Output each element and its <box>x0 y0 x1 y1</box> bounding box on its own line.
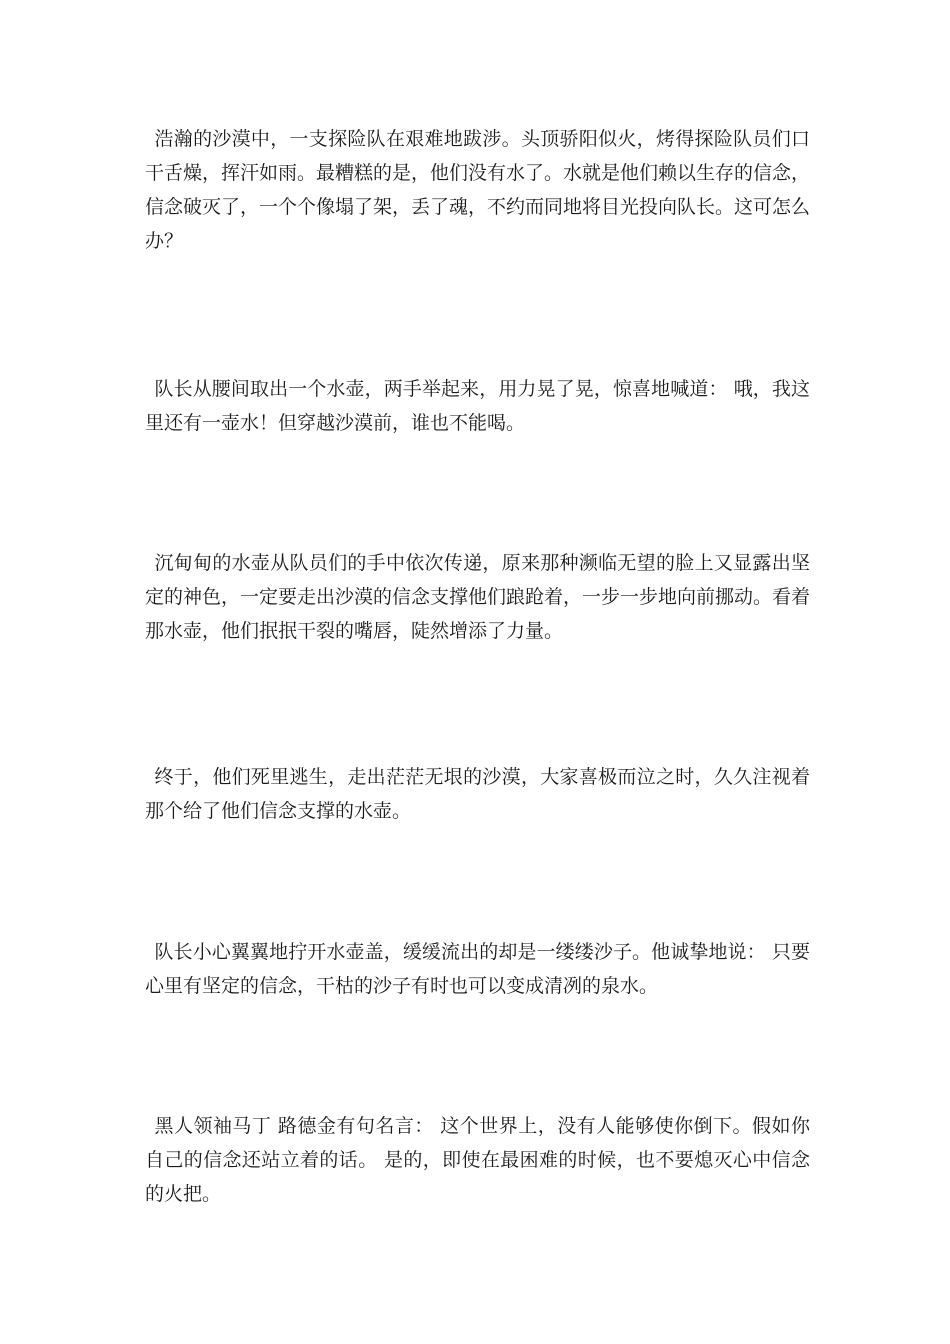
paragraph-3: 沉甸甸的水壶从队员们的手中依次传递，原来那种濒临无望的脸上又显露出坚定的神色，一定要走出沙漠的信念支撑他们踉跄着，一步一步地向前挪动。看着那水壶，他们抿抿干裂的嘴唇，陡然增添了力量。 <box>145 552 811 642</box>
paragraph-4: 终于，他们死里逃生，走出茫茫无垠的沙漠，大家喜极而泣之时，久久注视着那个给了他们信念支撑的水壶。 <box>145 766 810 822</box>
paragraph-5: 队长小心翼翼地拧开水壶盖，缓缓流出的却是一缕缕沙子。他诚挚地说： 只要心里有坚定的信念，干枯的沙子有时也可以变成清冽的泉水。 <box>145 941 810 997</box>
paragraph-1: 浩瀚的沙漠中，一支探险队在艰难地跋涉。头顶骄阳似火，烤得探险队员们口干舌燥，挥汗如雨。最糟糕的是，他们没有水了。水就是他们赖以生存的信念，信念破灭了，一个个像塌了架，丢了魂，不约而同地将目光投向队长。这可怎么办？ <box>145 128 811 252</box>
paragraph-6: 黑人领袖马丁 路德金有句名言： 这个世界上，没有人能够使你倒下。假如你自己的信念还站立着的话。 是的，即使在最困难的时候，也不要熄灭心中信念的火把。 <box>145 1115 810 1205</box>
paragraph-2: 队长从腰间取出一个水壶，两手举起来，用力晃了晃，惊喜地喊道： 哦，我这里还有一壶水！但穿越沙漠前，谁也不能喝。 <box>145 378 810 434</box>
